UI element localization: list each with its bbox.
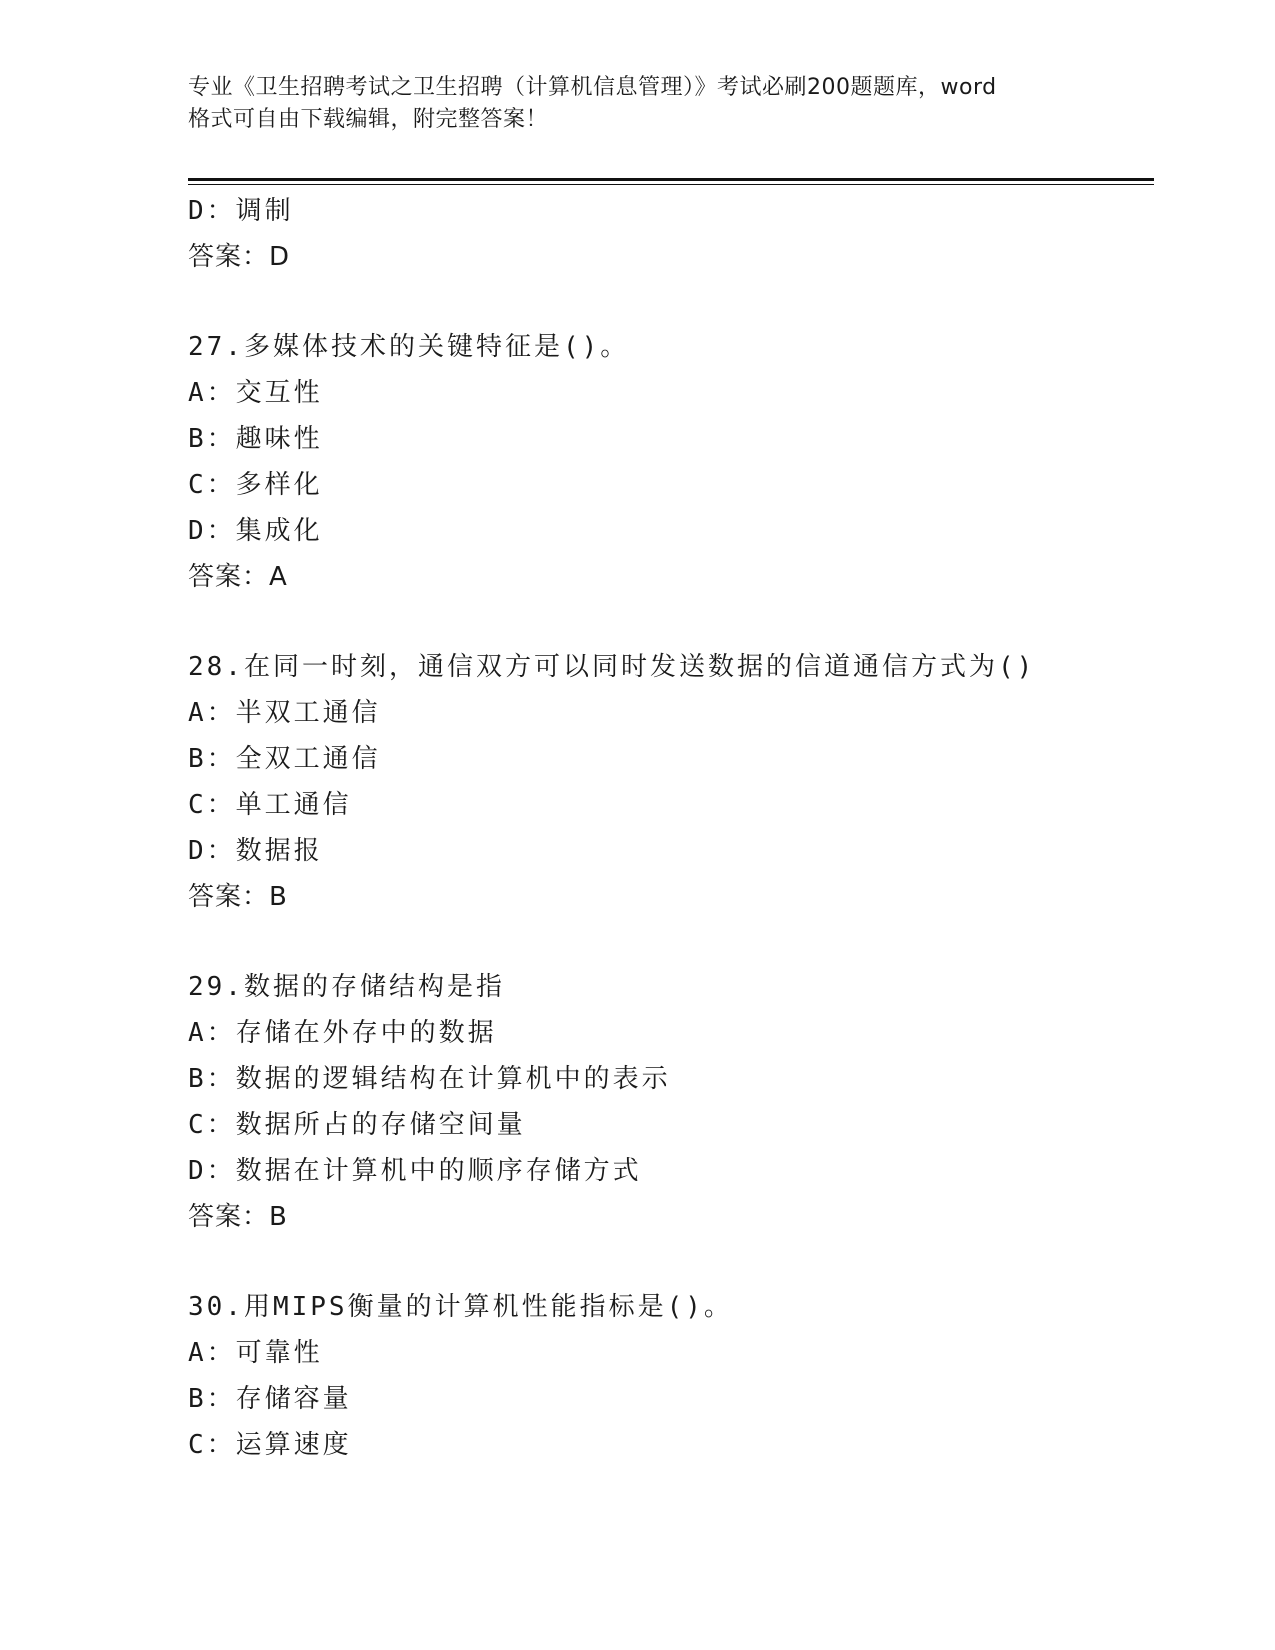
header-line-2: 格式可自由下载编辑，附完整答案！	[188, 107, 549, 132]
answer-line: 答案：D	[188, 242, 291, 272]
option-a: A：半双工通信	[188, 698, 381, 728]
document-header	[188, 72, 1088, 136]
option-c: C：单工通信	[188, 790, 352, 820]
spacer	[188, 600, 1154, 644]
option-c: C：数据所占的存储空间量	[188, 1110, 526, 1140]
question-29	[188, 964, 1154, 1240]
option-a: A：存储在外存中的数据	[188, 1018, 497, 1048]
question-stem: 27.多媒体技术的关键特征是()。	[188, 332, 630, 362]
question-27	[188, 324, 1154, 600]
option-b: B：趣味性	[188, 424, 323, 454]
question-stem: 29.数据的存储结构是指	[188, 972, 505, 1002]
spacer	[188, 920, 1154, 964]
answer-line: 答案：B	[188, 1202, 288, 1232]
question-30	[188, 1284, 1154, 1468]
question-stem: 28.在同一时刻，通信双方可以同时发送数据的信道通信方式为()	[188, 652, 1036, 682]
option-c: C：运算速度	[188, 1430, 352, 1460]
question-content	[188, 188, 1154, 1468]
header-rule-thick	[188, 178, 1154, 181]
spacer	[188, 1240, 1154, 1284]
header-rule-thin	[188, 184, 1154, 185]
option-d: D：数据在计算机中的顺序存储方式	[188, 1156, 642, 1186]
option-d: D：调制	[188, 196, 294, 226]
option-d: D：集成化	[188, 516, 323, 546]
answer-line: 答案：A	[188, 562, 288, 592]
spacer	[188, 280, 1154, 324]
option-b: B：全双工通信	[188, 744, 381, 774]
option-a: A：交互性	[188, 378, 323, 408]
option-c: C：多样化	[188, 470, 323, 500]
answer-line: 答案：B	[188, 882, 288, 912]
header-line-1: 专业《卫生招聘考试之卫生招聘（计算机信息管理）》考试必刷200题题库，word	[188, 75, 997, 100]
question-28	[188, 644, 1154, 920]
option-d: D：数据报	[188, 836, 323, 866]
option-b: B：存储容量	[188, 1384, 352, 1414]
option-a: A：可靠性	[188, 1338, 323, 1368]
question-stem: 30.用MIPS衡量的计算机性能指标是()。	[188, 1292, 733, 1322]
option-b: B：数据的逻辑结构在计算机中的表示	[188, 1064, 671, 1094]
